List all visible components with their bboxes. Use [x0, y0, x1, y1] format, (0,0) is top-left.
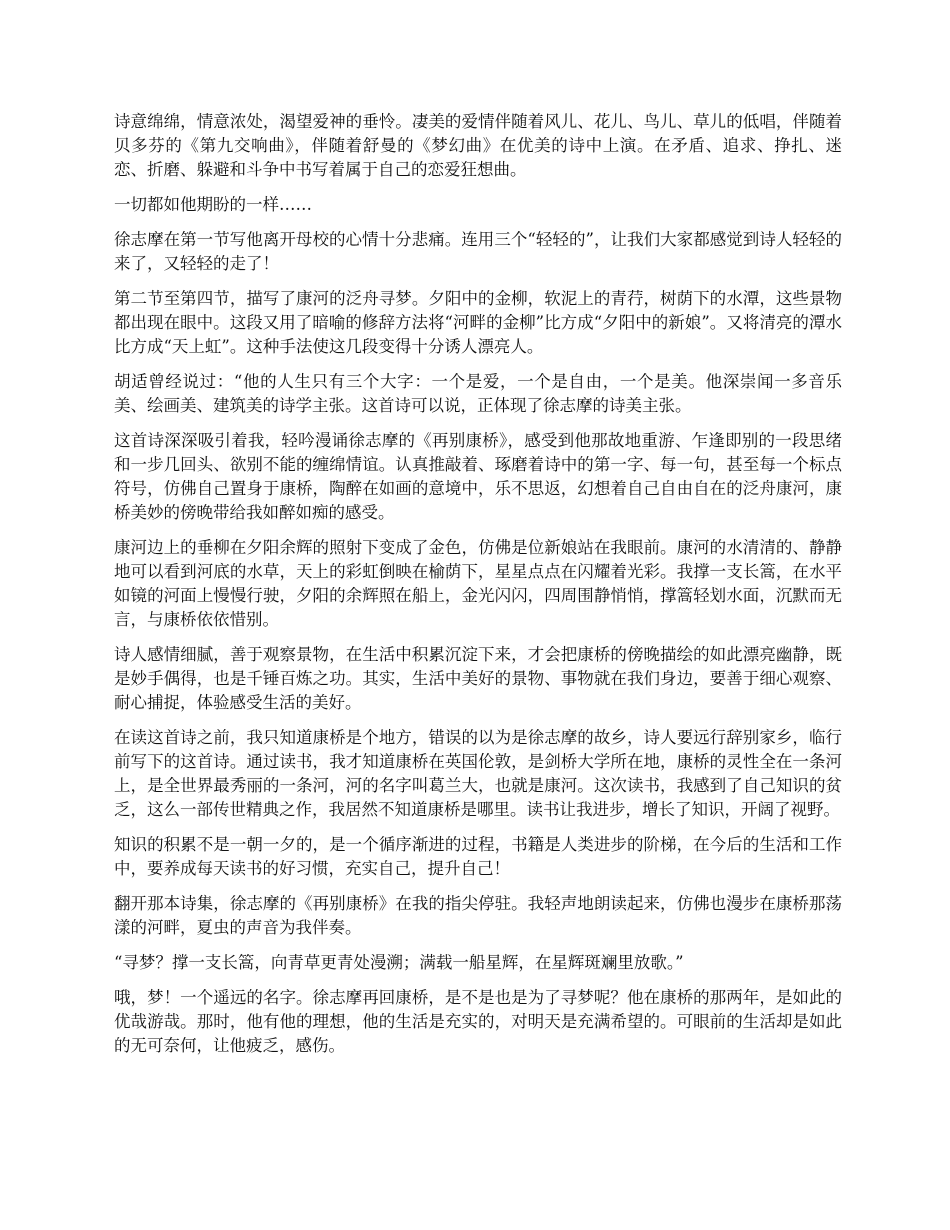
paragraph-1: 诗意绵绵，情意浓处，渴望爱神的垂怜。凄美的爱情伴随着风儿、花儿、鸟儿、草儿的低唱，伴随着贝多芬的《第九交响曲》，伴随着舒曼的《梦幻曲》在优美的诗中上演。在矛盾、追求、挣扎、迷恋、折磨、躲避和斗争中书写着属于自己的恋爱狂想曲。 [114, 112, 842, 179]
paragraph-7: 康河边上的垂柳在夕阳余辉的照射下变成了金色，仿佛是位新娘站在我眼前。康河的水清清的、静静地可以看到河底的水草，天上的彩虹倒映在榆荫下，星星点点在闪耀着光彩。我撑一支长篙，在水平如镜的河面上慢慢行驶，夕阳的余辉照在船上，金光闪闪，四周围静悄悄，撑篙轻划水面，沉默而无言，与康桥依依惜别。 [114, 538, 842, 629]
paragraph-8: 诗人感情细腻，善于观察景物，在生活中积累沉淀下来，才会把康桥的傍晚描绘的如此漂亮幽静，既是妙手偶得，也是千锤百炼之功。其实，生活中美好的景物、事物就在我们身边，要善于细心观察、耐心捕捉，体验感受生活的美好。 [114, 645, 842, 712]
paragraph-9: 在读这首诗之前，我只知道康桥是个地方，错误的以为是徐志摩的故乡，诗人要远行辞别家乡，临行前写下的这首诗。通过读书，我才知道康桥在英国伦敦，是剑桥大学所在地，康桥的灵性全在一条河上，是全世界最秀丽的一条河，河的名字叫葛兰大，也就是康河。这次读书，我感到了自己知识的贫乏，这么一部传世精典之作，我居然不知道康桥是哪里。读书让我进步，增长了知识，开阔了视野。 [114, 728, 842, 819]
paragraph-5: 胡适曾经说过：“他的人生只有三个大字：一个是爱，一个是自由，一个是美。他深崇闻一多音乐美、绘画美、建筑美的诗学主张。这首诗可以说，正体现了徐志摩的诗美主张。 [114, 372, 842, 415]
paragraph-12: “寻梦？撑一支长篙，向青草更青处漫溯；满载一船星辉，在星辉斑斓里放歌。” [114, 953, 684, 972]
paragraph-4: 第二节至第四节，描写了康河的泛舟寻梦。夕阳中的金柳，软泥上的青荇，树荫下的水潭，这些景物都出现在眼中。这段又用了暗喻的修辞方法将“河畔的金柳”比方成“夕阳中的新娘”。又将清亮的潭水比方成“天上虹”。这种手法使这几段变得十分诱人漂亮人。 [114, 289, 842, 356]
document-page [114, 110, 842, 1069]
paragraph-10: 知识的积累不是一朝一夕的，是一个循序渐进的过程，书籍是人类进步的阶梯，在今后的生活和工作中，要养成每天读书的好习惯，充实自己，提升自己！ [114, 835, 842, 878]
paragraph-3: 徐志摩在第一节写他离开母校的心情十分悲痛。连用三个“轻轻的”，让我们大家都感觉到诗人轻轻的来了，又轻轻的走了！ [114, 230, 842, 273]
paragraph-11: 翻开那本诗集，徐志摩的《再别康桥》在我的指尖停驻。我轻声地朗读起来，仿佛也漫步在康桥那荡漾的河畔，夏虫的声音为我伴奏。 [114, 894, 842, 937]
paragraph-2: 一切都如他期盼的一样…… [114, 195, 312, 214]
paragraph-6: 这首诗深深吸引着我，轻吟漫诵徐志摩的《再别康桥》，感受到他那故地重游、乍逢即别的一段思绪和一步几回头、欲别不能的缠绵情谊。认真推敲着、琢磨着诗中的第一字、每一句，甚至每一个标点符号，仿佛自己置身于康桥，陶醉在如画的意境中，乐不思返，幻想着自己自由自在的泛舟康河，康桥美妙的傍晚带给我如醉如痴的感受。 [114, 431, 842, 522]
paragraph-13: 哦，梦！一个遥远的名字。徐志摩再回康桥，是不是也是为了寻梦呢？他在康桥的那两年，是如此的优哉游哉。那时，他有他的理想，他的生活是充实的，对明天是充满希望的。可眼前的生活却是如此的无可奈何，让他疲乏，感伤。 [114, 988, 842, 1055]
